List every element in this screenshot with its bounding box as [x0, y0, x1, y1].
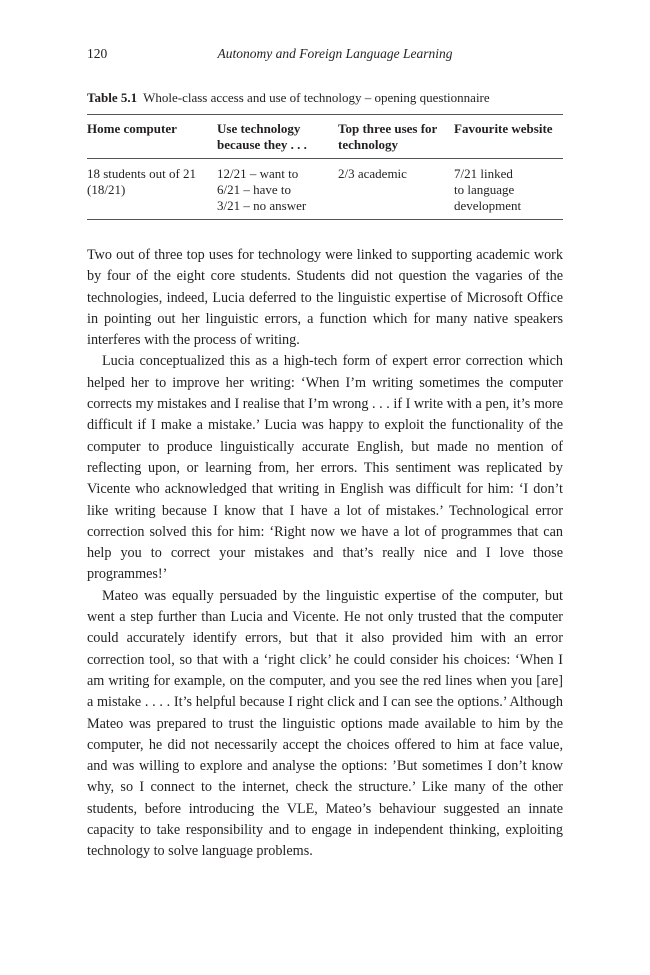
table-cell-top-uses: 2/3 academic: [338, 159, 454, 220]
running-title: Autonomy and Foreign Language Learning: [217, 46, 453, 61]
column-header-home-computer: Home computer: [87, 115, 217, 159]
table-row: [87, 159, 563, 220]
column-header-favourite-website: Favourite website: [454, 115, 563, 159]
data-table: [87, 114, 563, 220]
table-cell-favourite-website: 7/21 linked to language development: [454, 159, 563, 220]
table-caption-text: Whole-class access and use of technology – opening questionnaire: [143, 90, 490, 105]
table-caption: [87, 90, 490, 106]
body-text: [87, 245, 563, 863]
table-header-row: [87, 115, 563, 159]
column-header-top-uses: Top three uses for technology: [338, 115, 454, 159]
page-number: 120: [87, 46, 108, 61]
running-header: [87, 46, 563, 66]
table-label: Table 5.1: [87, 90, 138, 105]
paragraph: Two out of three top uses for technology were linked to supporting academic work by four of the eight core students. Students did not question the vagaries of the technologies, indeed, Lucia deferred to the linguistic expertise of Microsoft Office in pointing out her linguistic errors, a function which for many native speakers interferes with the process of writing.: [87, 247, 563, 349]
paragraph: Mateo was equally persuaded by the linguistic expertise of the computer, but went a step further than Lucia and Vicente. He not only trusted that the computer could accurately identify errors, but that it also provided him with an error correction tool, so that with a ‘right click’ he could consider his choices: ‘When I am writing for example, on the computer, and you see the red lines when you [are] a mistake . . . . It’s helpful because I right click and I can see the options.’ Although Mateo was prepared to trust the linguistic options made available to him by the computer, he did not necessarily accept the choices offered to him at face value, and was willing to explore and analyse the options: ’But sometimes I don’t know why, so I connect to the internet, check the structure.’ Like many of the other students, before introducing the VLE, Mateo’s behaviour suggested an innate capacity to take responsibility and to engage in independent thinking, exploiting technology to solve language problems.: [87, 587, 563, 860]
paragraph: Lucia conceptualized this as a high-tech form of expert error correction which helped her to improve her writing: ‘When I’m writing sometimes the computer corrects my mistakes and I realise that I’m wrong . . . if I write with a pen, it’s more difficult if I make a mistake.’ Lucia was happy to exploit the functionality of the computer to produce linguistically accurate English, but made no mention of reflecting upon, or learning from, her errors. This sentiment was replicated by Vicente who acknowledged that writing in English was difficult for him: ‘I don’t like writing because I know that I have a lot of mistakes.’ Technological error correction solved this for him: ‘Right now we have a lot of programmes that can help you to correct your mistakes and that’s really nice and I love those programmes!’: [87, 353, 563, 583]
table-cell-use-technology: 12/21 – want to 6/21 – have to 3/21 – no answer: [217, 159, 338, 220]
column-header-use-technology: Use technology because they . . .: [217, 115, 338, 159]
table-cell-home-computer: 18 students out of 21 (18/21): [87, 159, 217, 220]
